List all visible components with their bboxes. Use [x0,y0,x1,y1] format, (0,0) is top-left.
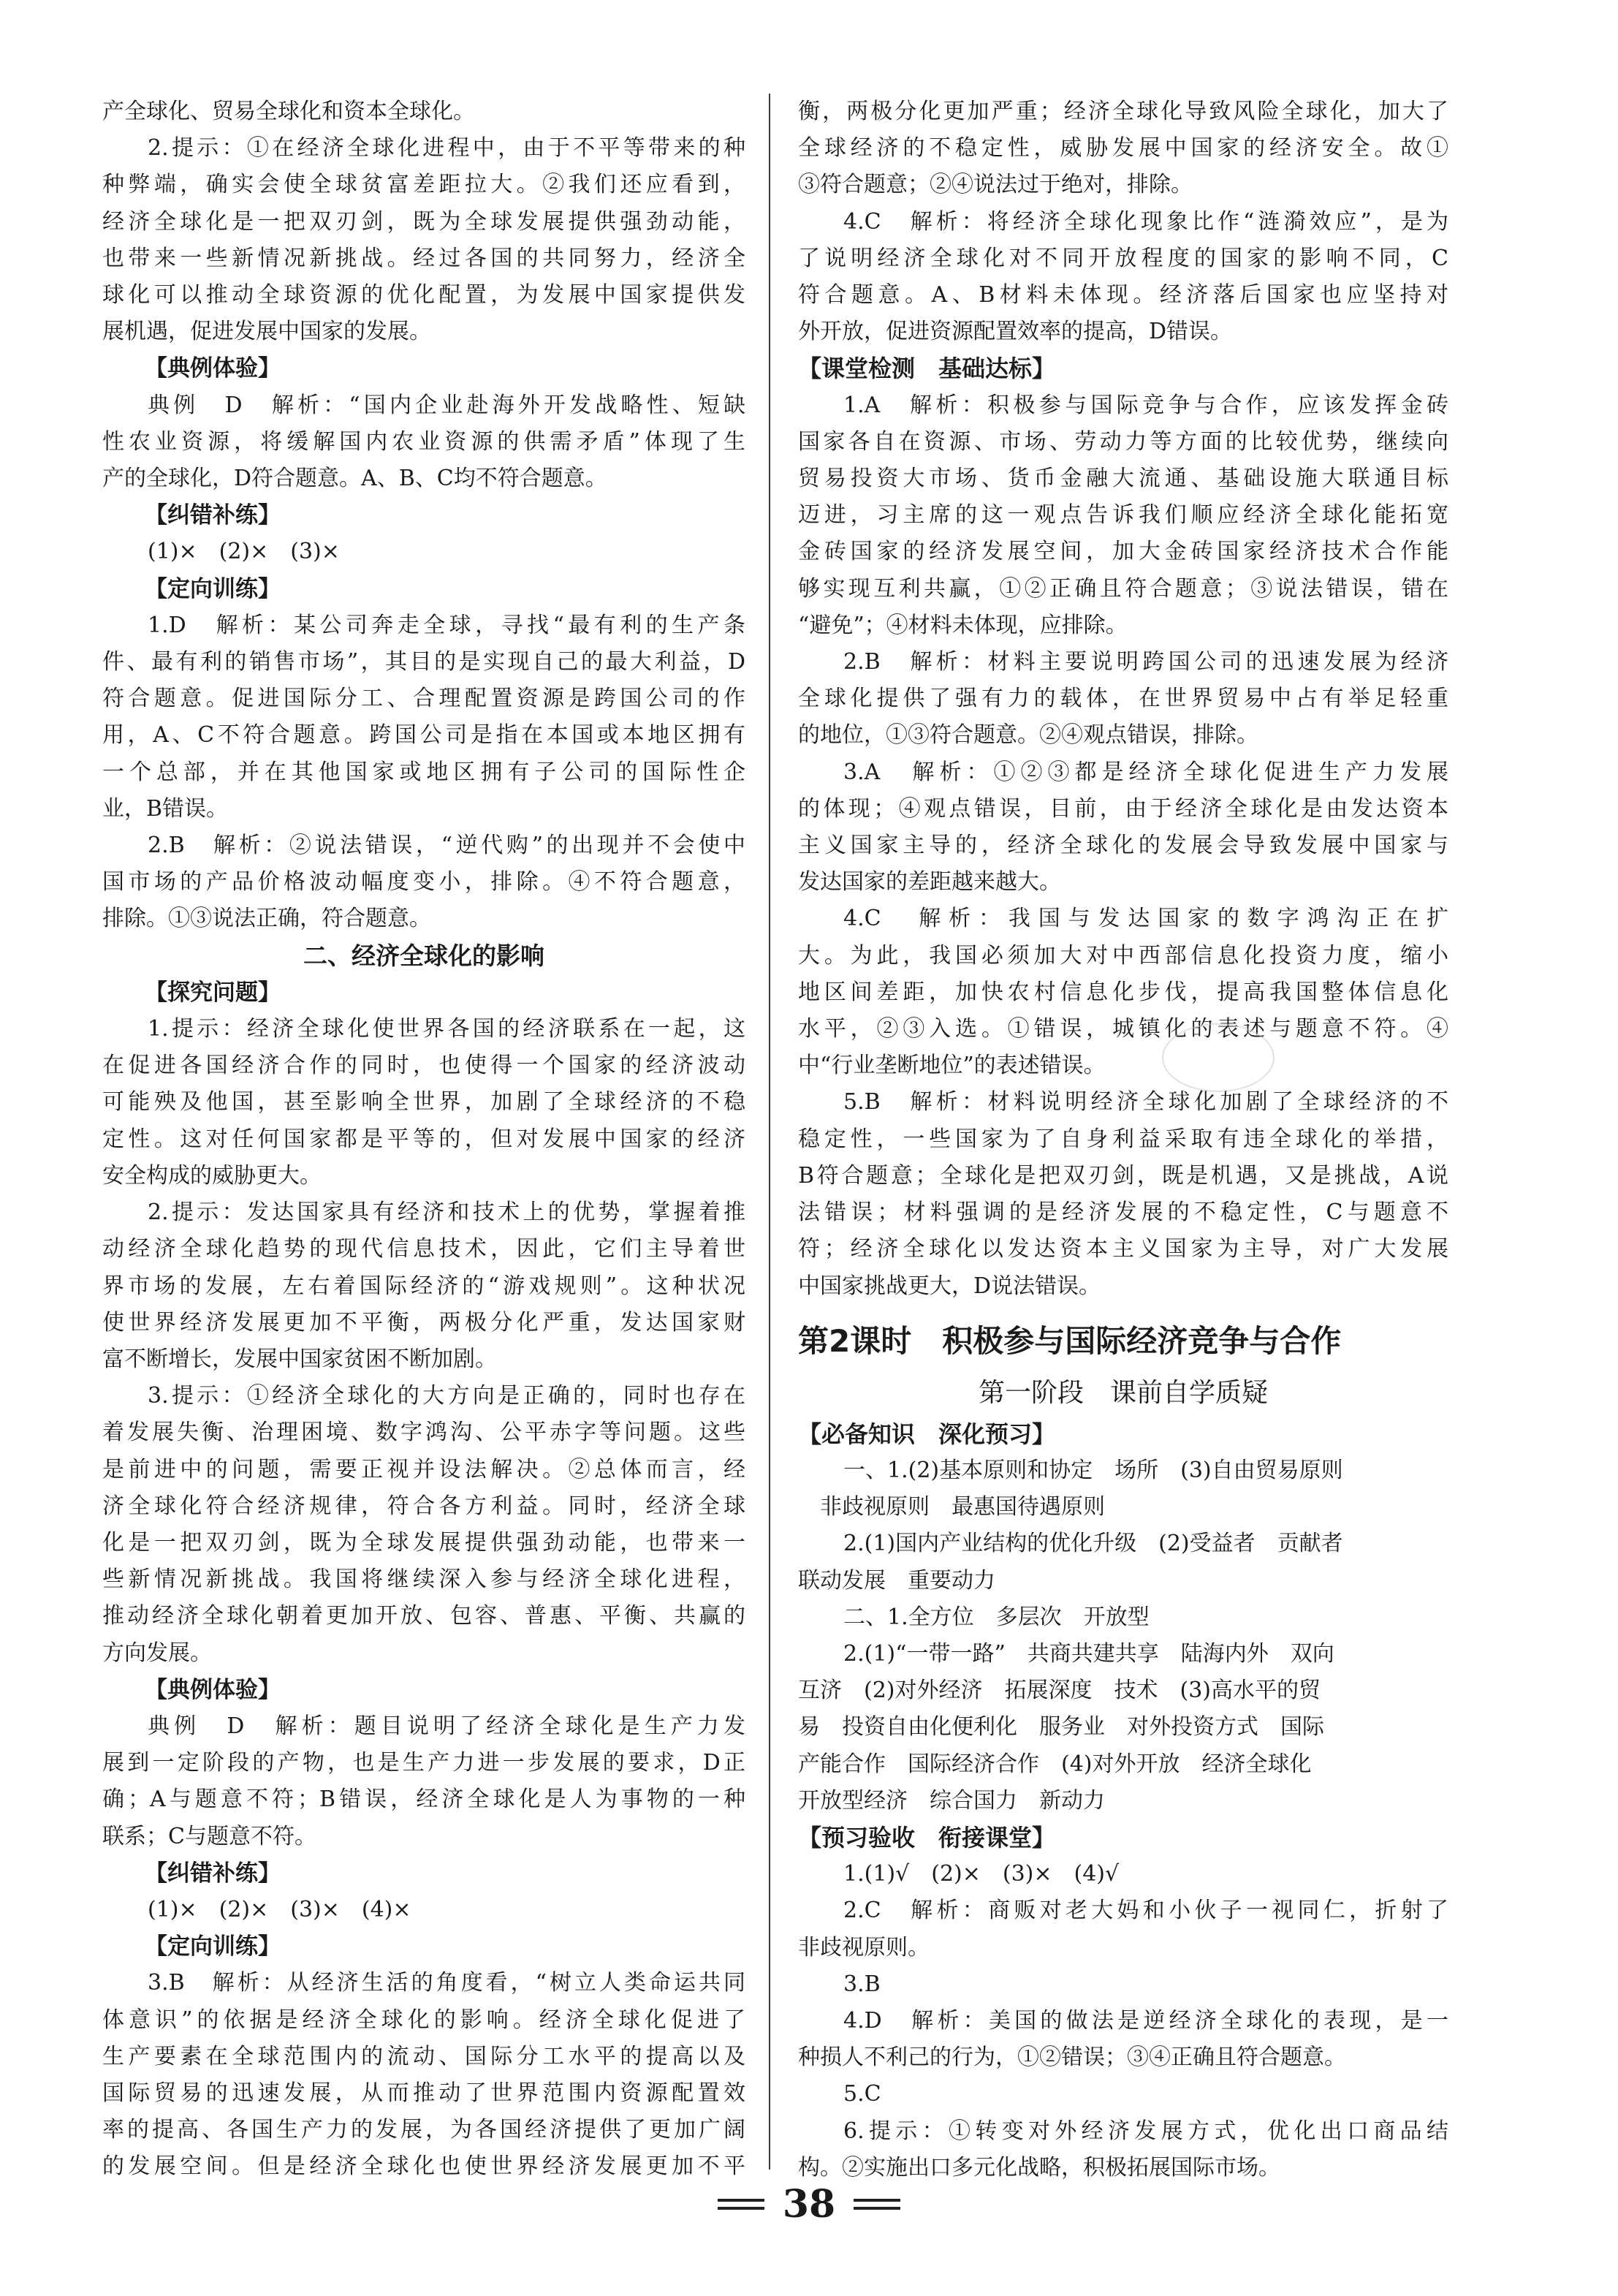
text-line: 体意识”的依据是经济全球化的影响。经济全球化促进了 [102,2007,745,2033]
text-line: 国际贸易的迅速发展，从而推动了世界范围内资源配置效 [102,2080,745,2106]
text-line: 1.提示：经济全球化使世界各国的经济联系在一起，这 [148,1016,745,1042]
text-line: 法错误；材料强调的是经济发展的不稳定性，C与题意不 [798,1200,1448,1226]
text-line: 外开放，促进资源配置效率的提高，D错误。 [798,319,1233,345]
text-line: 化是一把双刃剑，既为全球发展提供强劲动能，也带来一 [102,1529,745,1556]
text-line: 大。为此，我国必须加大对中西部信息化投资力度，缩小 [798,942,1448,969]
text-line: 开放型经济 综合国力 新动力 [798,1787,1105,1814]
text-line: 一个总部，并在其他国家或地区拥有子公司的国际性企 [102,759,745,785]
text-line: 定性。这对任何国家都是平等的，但对发展中国家的经济 [102,1126,745,1152]
text-line: ③符合题意；②④说法过于绝对，排除。 [798,172,1193,198]
text-line: 典例 D 解析：“国内企业赴海外开发战略性、短缺 [148,392,745,418]
section-heading: 【典例体验】 [145,355,281,382]
text-line: 富不断增长，发展中国家贫困不断加剧。 [102,1346,497,1372]
text-line: 地区间差距，加快农村信息化步伐，提高我国整体信息化 [798,979,1448,1005]
text-line: 1.(1)√ (2)× (3)× (4)√ [843,1861,1120,1887]
section-title: 二、经济全球化的影响 [303,941,544,970]
text-line: 使世界经济发展更加不平衡，两极分化严重，发达国家财 [102,1309,745,1335]
text-line: 动经济全球化趋势的现代信息技术，因此，它们主导着世 [102,1236,745,1262]
text-line: 稳定性，一些国家为了自身利益采取有违全球化的举措， [798,1126,1448,1152]
text-line: 联系；C与题意不符。 [102,1823,316,1849]
text-line: 构。②实施出口多元化战略，积极拓展国际市场。 [798,2154,1280,2181]
page-number: 38 [782,2182,836,2227]
section-heading: 【纠错补练】 [145,1860,281,1887]
left-column [102,94,745,2186]
section-heading: 【探究问题】 [145,979,281,1006]
text-line: 符合题意。促进国际分工、合理配置资源是跨国公司的作 [102,686,745,712]
text-line: 排除。①③说法正确，符合题意。 [102,906,431,932]
section-heading: 【定向训练】 [145,575,281,602]
text-line: 3.A 解析：①②③都是经济全球化促进生产力发展 [843,759,1448,785]
text-line: 生产要素在全球范围内的流动、国际分工水平的提高以及 [102,2043,745,2069]
text-line: 产能合作 国际经济合作 (4)对外开放 经济全球化 [798,1751,1312,1777]
text-line: 二、1.全方位 多层次 开放型 [843,1604,1150,1630]
text-line: 的体现；④观点错误，目前，由于经济全球化是由发达资本 [798,795,1448,822]
text-line: 一、1.(2)基本原则和协定 场所 (3)自由贸易原则 [843,1457,1343,1483]
text-line: 中国家挑战更大，D说法错误。 [798,1273,1101,1299]
text-line: 符；经济全球化以发达资本主义国家为主导，对广大发展 [798,1236,1448,1262]
text-line: 了说明经济全球化对不同开放程度的国家的影响不同，C [798,245,1448,271]
text-line: 迈进，习主席的这一观点告诉我们顺应经济全球化能拓宽 [798,502,1448,528]
text-line: 2.C 解析：商贩对老大妈和小伙子一视同仁，折射了 [843,1898,1448,1924]
text-line: 水平，②③入选。①错误，城镇化的表述与题意不符。④ [798,1016,1448,1042]
page-footer [0,2182,1618,2227]
text-line: 产的全球化，D符合题意。A、B、C均不符合题意。 [102,466,607,492]
text-line: “避免”；④材料未体现，应排除。 [798,612,1128,638]
footer-rule-left [718,2194,764,2215]
text-line: 展到一定阶段的产物，也是生产力进一步发展的要求，D正 [102,1750,745,1776]
text-line: 2.(1)国内产业结构的优化升级 (2)受益者 贡献者 [843,1531,1343,1557]
text-line: 1.A 解析：积极参与国际竞争与合作，应该发挥金砖 [843,392,1448,418]
text-line: 些新情况新挑战。我国将继续深入参与经济全球化进程， [102,1566,745,1593]
text-line: 4.C 解析：将经济全球化现象比作“涟漪效应”，是为 [843,208,1448,235]
right-column [798,94,1448,2186]
text-line: 5.B 解析：材料说明经济全球化加剧了全球经济的不 [843,1089,1448,1115]
text-line: B符合题意；全球化是把双刃剑，既是机遇，又是挑战，A说 [798,1162,1448,1189]
text-line: 2.提示：发达国家具有经济和技术上的优势，掌握着推 [148,1200,745,1226]
text-line: 中“行业垄断地位”的表述错误。 [798,1053,1106,1079]
text-line: 件、最有利的销售市场”，其目的是实现自己的最大利益，D [102,649,745,675]
lesson-title: 第2课时 积极参与国际经济竞争与合作 [798,1322,1342,1359]
text-line: 1.D 解析：某公司奔走全球，寻找“最有利的生产条 [148,612,745,638]
text-line: 国家各自在资源、市场、劳动力等方面的比较优势，继续向 [798,428,1448,455]
text-line: 推动经济全球化朝着更加开放、包容、普惠、平衡、共赢的 [102,1603,745,1629]
text-line: 业，B错误。 [102,795,229,822]
section-heading: 【纠错补练】 [145,502,281,529]
text-line: 产全球化、贸易全球化和资本全球化。 [102,99,475,124]
text-line: 易 投资自由化便利化 服务业 对外投资方式 国际 [798,1714,1324,1740]
text-line: 2.提示：①在经济全球化进程中，由于不平等带来的种 [148,135,745,162]
text-line: 的地位，①③符合题意。②④观点错误，排除。 [798,722,1258,749]
text-line: 在促进各国经济合作的同时，也使得一个国家的经济波动 [102,1053,745,1079]
text-line: 衡，两极分化更加严重；经济全球化导致风险全球化，加大了 [798,99,1448,124]
text-line: 2.B 解析：②说法错误，“逆代购”的出现并不会使中 [148,833,745,859]
text-line: 率的提高、各国生产力的发展，为各国经济提供了更加广阔 [102,2117,745,2143]
text-line: 2.(1)“一带一路” 共商共建共享 陆海内外 双向 [843,1640,1334,1667]
text-line: 着发展失衡、治理困境、数字鸿沟、公平赤字等问题。这些 [102,1420,745,1446]
text-line: 3.提示：①经济全球化的大方向是正确的，同时也存在 [148,1383,745,1409]
text-line: 球化可以推动全球资源的优化配置，为发展中国家提供发 [102,282,745,308]
text-line: 经济全球化是一把双刃剑，既为全球发展提供强劲动能， [102,208,745,235]
text-line: 符合题意。A、B材料未体现。经济落后国家也应坚持对 [798,282,1448,308]
section-banner: 【预习验收 衔接课堂】 [798,1823,1056,1852]
text-line: 非歧视原则 最惠国待遇原则 [820,1494,1105,1520]
text-line: 确；A与题意不符；B错误，经济全球化是人为事物的一种 [102,1787,745,1813]
text-line: (1)× (2)× (3)× (4)× [148,1896,411,1922]
section-banner: 【课堂检测 基础达标】 [798,355,1056,383]
text-line: 3.B 解析：从经济生活的角度看，“树立人类命运共同 [148,1970,745,1996]
section-banner: 【必备知识 深化预习】 [798,1420,1056,1448]
footer-rule-right [854,2194,900,2215]
text-line: 界市场的发展，左右着国际经济的“游戏规则”。这种状况 [102,1273,745,1299]
text-line: 6.提示：①转变对外经济发展方式，优化出口商品结 [843,2118,1448,2144]
text-line: 金砖国家的经济发展空间，加大金砖国家经济技术合作能 [798,539,1448,565]
text-line: 济全球化符合经济规律，符合各方利益。同时，经济全球 [102,1493,745,1519]
text-line: 4.C 解析：我国与发达国家的数字鸿沟正在扩 [843,906,1448,932]
text-line: 是前进中的问题，需要正视并设法解决。②总体而言，经 [102,1456,745,1482]
text-line: 典例 D 解析：题目说明了经济全球化是生产力发 [148,1713,745,1739]
text-line: 发达国家的差距越来越大。 [798,869,1061,895]
text-line: (1)× (2)× (3)× [148,539,340,565]
text-line: 安全构成的威胁更大。 [102,1162,322,1189]
text-line: 5.C [843,2081,881,2107]
text-line: 全球经济的不稳定性，威胁发展中国家的经济安全。故① [798,135,1448,162]
text-line: 国市场的产品价格波动幅度变小，排除。④不符合题意， [102,869,745,895]
section-heading: 【定向训练】 [145,1933,281,1960]
text-line: 3.B [843,1971,881,1997]
text-line: 贸易投资大市场、货币金融大流通、基础设施大联通目标 [798,466,1448,492]
text-line: 用，A、C不符合题意。跨国公司是指在本国或本地区拥有 [102,722,745,749]
text-line: 可能殃及他国，甚至影响全世界，加剧了全球经济的不稳 [102,1089,745,1115]
text-line: 种弊端，确实会使全球贫富差距拉大。②我们还应看到， [102,172,745,198]
text-line: 也带来一些新情况新挑战。经过各国的共同努力，经济全 [102,245,745,271]
text-line: 2.B 解析：材料主要说明跨国公司的迅速发展为经济 [843,649,1448,675]
text-line: 主义国家主导的，经济全球化的发展会导致发展中国家与 [798,833,1448,859]
text-line: 够实现互利共赢，①②正确且符合题意；③说法错误，错在 [798,575,1448,602]
text-line: 全球化提供了强有力的载体，在世界贸易中占有举足轻重 [798,686,1448,712]
stage-title: 第一阶段 课前自学质疑 [978,1377,1268,1408]
text-line: 非歧视原则。 [798,1934,930,1960]
text-line: 互济 (2)对外经济 拓展深度 技术 (3)高水平的贸 [798,1678,1321,1704]
column-divider [769,94,770,2170]
text-line: 性农业资源，将缓解国内农业资源的供需矛盾”体现了生 [102,428,745,455]
watermark-stamp [1162,1023,1275,1092]
text-line: 方向发展。 [102,1640,212,1666]
text-line: 种损人不利己的行为，①②错误；③④正确且符合题意。 [798,2045,1346,2071]
text-line: 4.D 解析：美国的做法是逆经济全球化的表现，是一 [843,2007,1448,2034]
section-heading: 【典例体验】 [145,1676,281,1703]
text-line: 展机遇，促进发展中国家的发展。 [102,319,431,345]
text-line: 的发展空间。但是经济全球化也使世界经济发展更加不平 [102,2153,745,2180]
text-line: 联动发展 重要动力 [798,1567,995,1594]
